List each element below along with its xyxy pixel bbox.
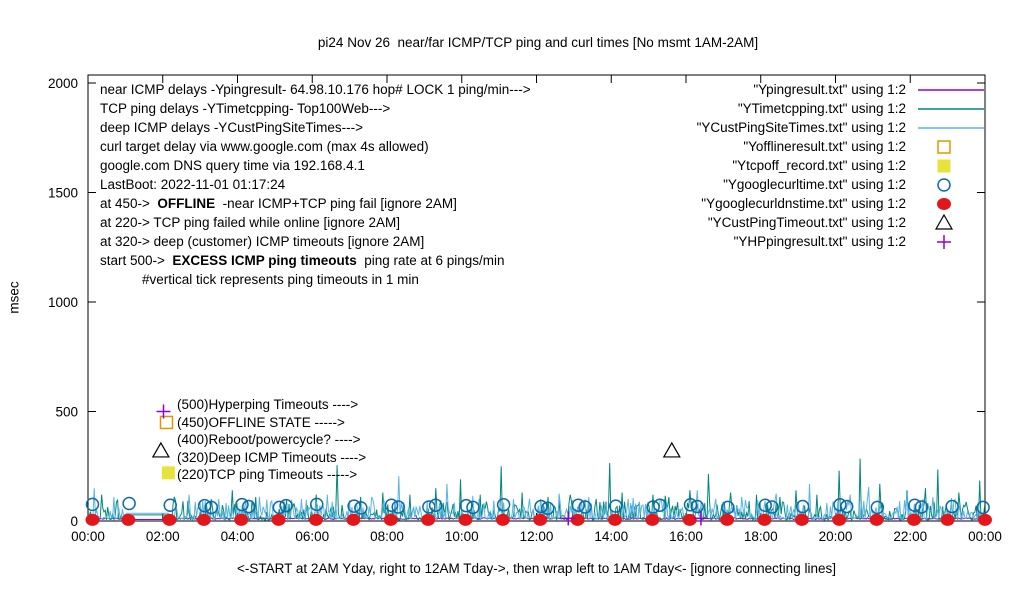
legend-label: "Ygooglecurltime.txt" using 1:2 xyxy=(723,177,906,192)
y-tick-label: 1000 xyxy=(47,295,78,310)
legend-label: "Yofflineresult.txt" using 1:2 xyxy=(743,139,906,154)
legend-marker-line xyxy=(914,81,988,99)
x-tick-label: 22:00 xyxy=(893,529,928,544)
note-line: #vertical tick represents ping timeouts in 1 min xyxy=(142,272,419,287)
legend-marker-line xyxy=(914,119,988,137)
note-line: google.com DNS query time via 192.168.4.1 xyxy=(100,158,365,173)
x-tick-label: 08:00 xyxy=(370,529,404,544)
x-tick-label: 12:00 xyxy=(519,529,554,544)
series-markers-3 xyxy=(160,416,172,428)
plot-notes xyxy=(100,80,531,289)
legend-label: "Ytcpoff_record.txt" using 1:2 xyxy=(732,158,906,173)
level-annotation: (400)Reboot/powercycle? ----> xyxy=(177,432,361,448)
legend-item xyxy=(648,213,988,232)
legend-label: "YTimetcpping.txt" using 1:2 xyxy=(737,101,906,116)
legend-label: "Ypingresult.txt" using 1:2 xyxy=(753,82,906,97)
y-tick-label: 1500 xyxy=(47,185,78,201)
legend-label: "YCustPingTimeout.txt" using 1:2 xyxy=(707,215,906,230)
legend-marker-open-circle xyxy=(914,176,988,194)
legend-item xyxy=(648,156,988,175)
note-line: at 450-> OFFLINE -near ICMP+TCP ping fail [ignore 2AM] xyxy=(100,196,457,211)
legend-label: "Ygooglecurldnstime.txt" using 1:2 xyxy=(701,196,906,211)
legend-marker-open-square xyxy=(914,138,988,156)
legend-item xyxy=(648,175,988,194)
legend-item xyxy=(648,80,988,99)
legend-marker-open-triangle xyxy=(914,214,988,232)
legend-label: "YCustPingSiteTimes.txt" using 1:2 xyxy=(696,120,906,135)
x-tick-label: 16:00 xyxy=(669,529,703,544)
note-line: LastBoot: 2022-11-01 01:17:24 xyxy=(100,177,286,192)
legend-item xyxy=(648,232,988,251)
y-tick-label: 0 xyxy=(70,514,78,529)
legend-marker-filled-circle xyxy=(914,195,988,213)
x-tick-label: 02:00 xyxy=(145,529,180,544)
level-annotation: (500)Hyperping Timeouts ----> xyxy=(177,397,359,412)
y-axis-label: msec xyxy=(6,281,22,314)
x-tick-label: 14:00 xyxy=(594,529,629,544)
x-tick-label: 06:00 xyxy=(295,529,330,544)
x-tick-label: 10:00 xyxy=(444,529,479,544)
y-tick-label: 2000 xyxy=(47,76,78,91)
level-annotation: (320)Deep ICMP Timeouts ----> xyxy=(177,449,367,465)
x-tick-label: 20:00 xyxy=(818,529,853,544)
x-tick-label: 04:00 xyxy=(220,529,255,544)
x-tick-label: 00:00 xyxy=(71,529,105,544)
legend-item xyxy=(648,194,988,213)
note-line: near ICMP delays -Ypingresult- 64.98.10.176 hop# LOCK 1 ping/min---> xyxy=(100,82,531,97)
chart-title: pi24 Nov 26 near/far ICMP/TCP ping and curl times [No msmt 1AM-2AM] xyxy=(317,35,759,50)
note-line: start 500-> EXCESS ICMP ping timeouts ping rate at 6 pings/min xyxy=(100,253,505,268)
note-line: deep ICMP delays -YCustPingSiteTimes---> xyxy=(100,120,363,135)
level-annotation: (450)OFFLINE STATE -----> xyxy=(177,414,345,430)
legend-label: "YHPpingresult.txt" using 1:2 xyxy=(733,234,906,249)
note-line: at 220-> TCP ping failed while online [ignore 2AM] xyxy=(100,215,401,230)
y-tick-label: 500 xyxy=(55,404,78,420)
note-line: at 320-> deep (customer) ICMP timeouts [ignore 2AM] xyxy=(100,234,425,249)
note-line: curl target delay via www.google.com (max 4s allowed) xyxy=(100,139,429,154)
series-markers-4 xyxy=(162,466,175,479)
legend-marker-line xyxy=(914,100,988,118)
legend-item xyxy=(648,118,988,137)
x-tick-label: 18:00 xyxy=(743,529,778,544)
legend-marker-plus xyxy=(914,233,988,251)
legend-item xyxy=(648,137,988,156)
chart-legend xyxy=(648,80,988,251)
legend-item xyxy=(648,99,988,118)
x-axis-caption: <-START at 2AM Yday, right to 12AM Tday->, then wrap left to 1AM Tday<- [ignore connecting lines] xyxy=(237,561,836,576)
level-annotations xyxy=(177,396,366,484)
note-line: TCP ping delays -YTimetcpping- Top100Web---> xyxy=(100,101,391,116)
x-tick-label: 00:00 xyxy=(968,529,1002,544)
legend-marker-filled-square xyxy=(914,157,988,175)
level-annotation: (220)TCP ping Timeouts -----> xyxy=(177,467,358,483)
